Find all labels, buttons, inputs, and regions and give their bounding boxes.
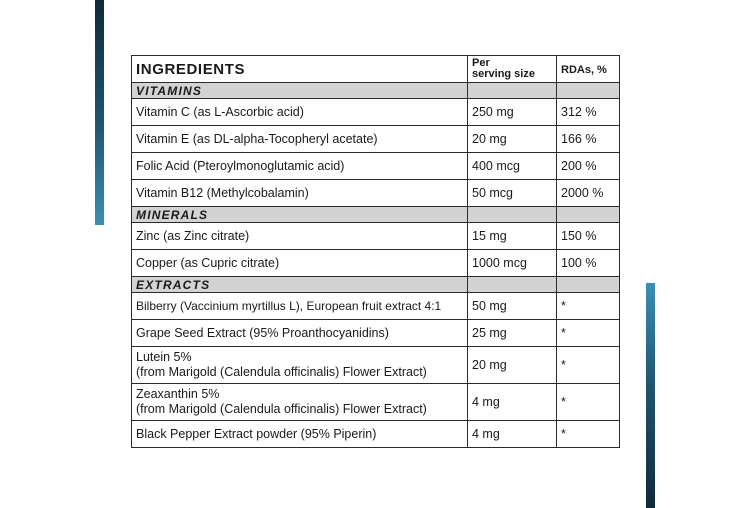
rdas-header <box>557 56 620 83</box>
ingredient-amount: 20 mg <box>468 126 557 153</box>
ingredient-amount: 1000 mcg <box>468 250 557 277</box>
table-row <box>132 293 620 320</box>
ingredient-name: Folic Acid (Pteroylmonoglutamic acid) <box>132 153 468 180</box>
ingredient-rda: * <box>557 384 620 421</box>
ingredient-rda: * <box>557 347 620 384</box>
table-row <box>132 384 620 421</box>
ingredient-name: Bilberry (Vaccinium myrtillus L), European fruit extract 4:1 <box>132 293 468 320</box>
ingredient-rda: * <box>557 320 620 347</box>
per-serving-header-line2: serving size <box>472 68 535 80</box>
ingredient-name: Zinc (as Zinc citrate) <box>132 223 468 250</box>
per-serving-header <box>468 56 557 83</box>
table-row <box>132 180 620 207</box>
table-row <box>132 320 620 347</box>
ingredient-rda: 200 % <box>557 153 620 180</box>
ingredient-rda: * <box>557 293 620 320</box>
ingredient-name: Copper (as Cupric citrate) <box>132 250 468 277</box>
ingredient-name: Grape Seed Extract (95% Proanthocyanidins) <box>132 320 468 347</box>
section-label-extracts: EXTRACTS <box>136 277 211 292</box>
ingredient-rda: 312 % <box>557 99 620 126</box>
table-row <box>132 153 620 180</box>
ingredient-name: Vitamin E (as DL-alpha-Tocopheryl acetate) <box>132 126 468 153</box>
ingredients-header <box>132 56 468 83</box>
ingredient-amount: 4 mg <box>468 384 557 421</box>
ingredient-name: Vitamin B12 (Methylcobalamin) <box>132 180 468 207</box>
rdas-header-label: RDAs, % <box>561 64 607 76</box>
ingredient-name: Lutein 5% (from Marigold (Calendula officinalis) Flower Extract) <box>132 347 468 384</box>
table-row <box>132 126 620 153</box>
per-serving-header-line1: Per <box>472 57 490 69</box>
ingredient-amount: 50 mg <box>468 293 557 320</box>
ingredient-amount: 4 mg <box>468 421 557 448</box>
section-label-vitamins: VITAMINS <box>136 83 203 98</box>
table-row <box>132 99 620 126</box>
table-row <box>132 421 620 448</box>
ingredient-rda: 100 % <box>557 250 620 277</box>
table-header-row <box>132 56 620 83</box>
ingredient-rda: 166 % <box>557 126 620 153</box>
ingredient-name: Zeaxanthin 5% (from Marigold (Calendula officinalis) Flower Extract) <box>132 384 468 421</box>
section-row-minerals <box>132 207 620 223</box>
ingredient-rda: 150 % <box>557 223 620 250</box>
ingredients-table <box>131 55 620 448</box>
table-row <box>132 347 620 384</box>
ingredient-name: Black Pepper Extract powder (95% Piperin) <box>132 421 468 448</box>
table-row <box>132 250 620 277</box>
table-row <box>132 223 620 250</box>
ingredient-amount: 25 mg <box>468 320 557 347</box>
ingredient-amount: 15 mg <box>468 223 557 250</box>
ingredients-header-label: INGREDIENTS <box>136 60 246 78</box>
accent-bar-left <box>95 0 104 225</box>
ingredient-amount: 250 mg <box>468 99 557 126</box>
ingredient-name: Vitamin C (as L-Ascorbic acid) <box>132 99 468 126</box>
section-label-minerals: MINERALS <box>136 207 209 222</box>
section-row-extracts <box>132 277 620 293</box>
ingredient-rda: * <box>557 421 620 448</box>
ingredient-rda: 2000 % <box>557 180 620 207</box>
ingredient-amount: 20 mg <box>468 347 557 384</box>
accent-bar-right <box>646 283 655 508</box>
section-row-vitamins <box>132 83 620 99</box>
ingredient-amount: 400 mcg <box>468 153 557 180</box>
ingredient-amount: 50 mcg <box>468 180 557 207</box>
